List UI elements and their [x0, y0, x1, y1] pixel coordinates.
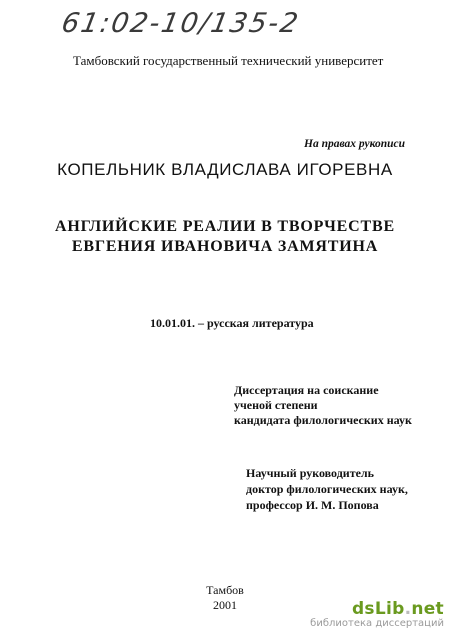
supervisor-line-3: профессор И. М. Попова — [246, 498, 379, 512]
supervisor-block — [246, 465, 408, 513]
year: 2001 — [213, 598, 237, 612]
watermark-brand-part1: dsLib — [351, 599, 405, 619]
watermark-brand-part2: net — [411, 599, 444, 619]
dissertation-degree — [234, 383, 412, 428]
specialty-code: 10.01.01. – русская литература — [150, 316, 314, 330]
watermark-brand-dot: . — [404, 599, 412, 619]
city: Тамбов — [206, 583, 244, 597]
degree-line-3: кандидата филологических наук — [234, 413, 412, 427]
university-name: Тамбовский государственный технический университет — [73, 53, 384, 68]
watermark-subtitle: библиотека диссертаций — [310, 618, 444, 629]
dissertation-title — [0, 217, 450, 257]
site-watermark[interactable] — [310, 600, 444, 630]
handwritten-archive-code: 61:02-10/135-2 — [59, 8, 303, 39]
degree-line-2: ученой степени — [234, 398, 318, 412]
degree-line-1: Диссертация на соискание — [234, 383, 379, 397]
rights-note: На правах рукописи — [304, 138, 406, 150]
supervisor-line-1: Научный руководитель — [246, 466, 374, 480]
supervisor-line-2: доктор филологических наук, — [246, 482, 408, 496]
title-line-1: АНГЛИЙСКИЕ РЕАЛИИ В ТВОРЧЕСТВЕ — [55, 218, 395, 235]
title-line-2: ЕВГЕНИЯ ИВАНОВИЧА ЗАМЯТИНА — [71, 238, 379, 255]
watermark-logo — [310, 600, 444, 618]
author-name: КОПЕЛЬНИК ВЛАДИСЛАВА ИГОРЕВНА — [57, 160, 393, 179]
